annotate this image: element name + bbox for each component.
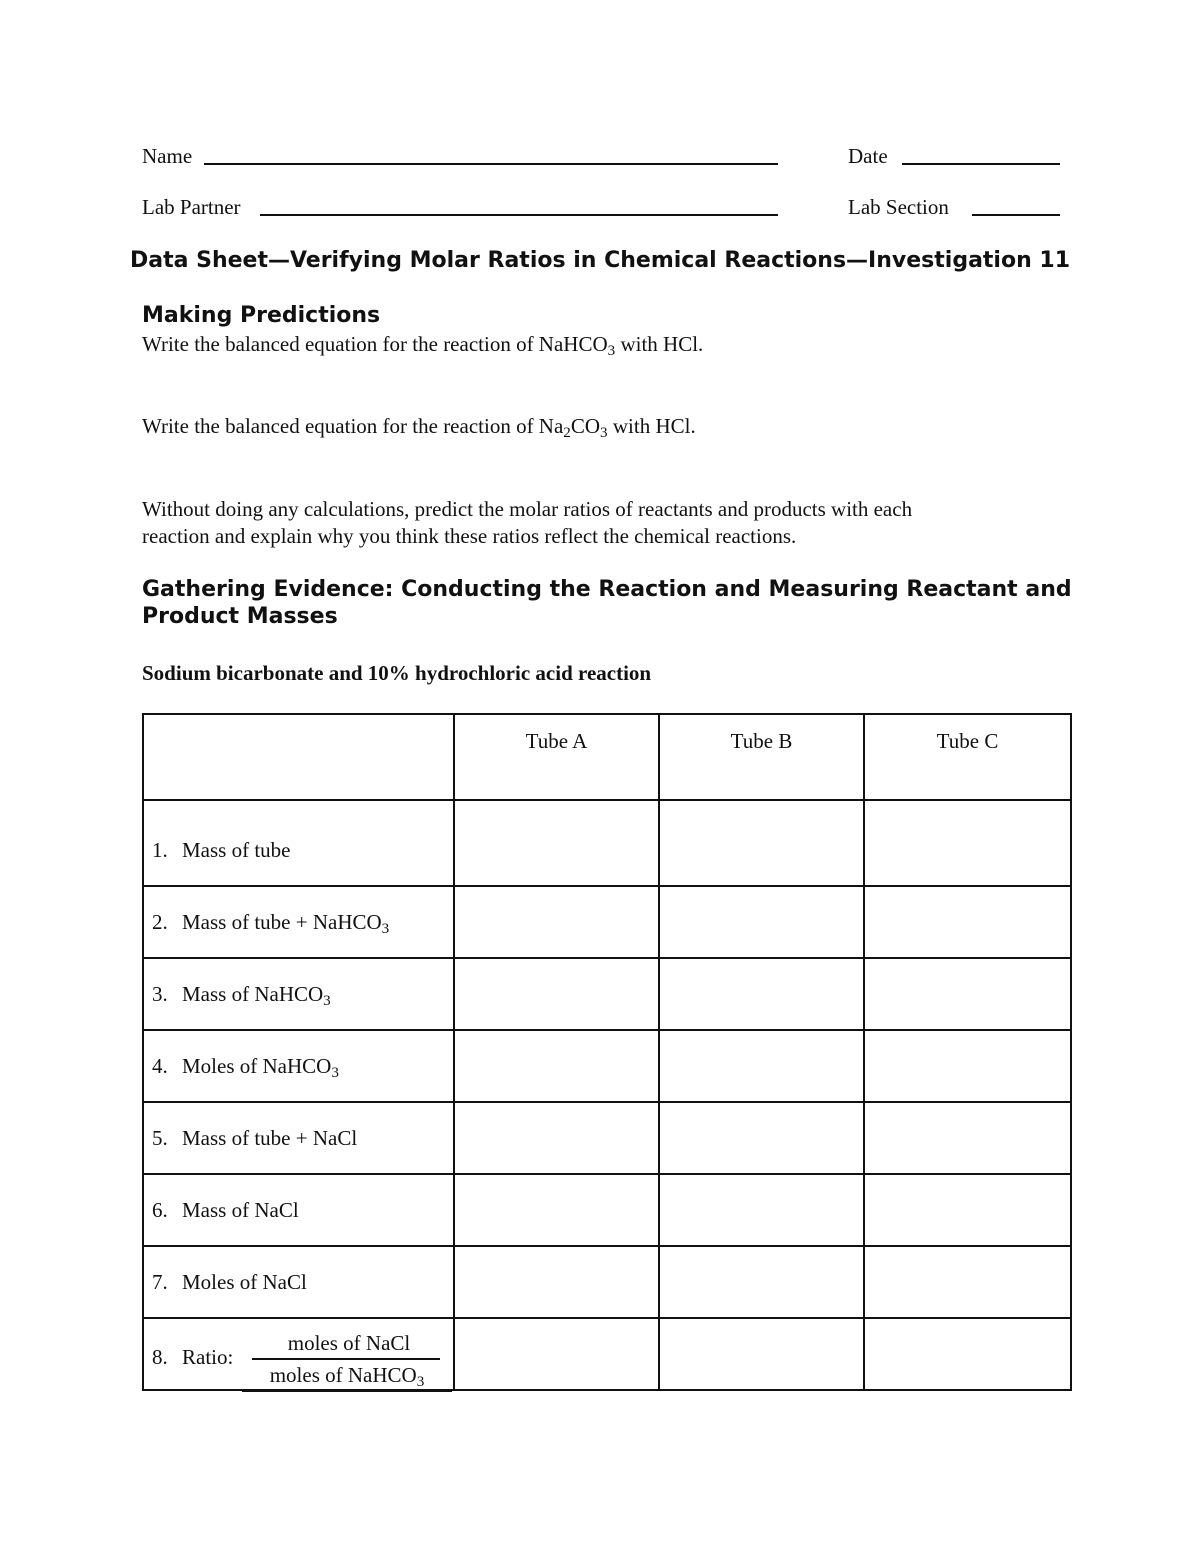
fraction-bar: [252, 1358, 440, 1360]
row-label-moles-nahco3: 4. Moles of NaHCO$_3$: [143, 1030, 454, 1102]
header-cell-empty: [143, 714, 454, 800]
section-heading-predictions: Making Predictions: [142, 303, 381, 328]
column-header-tube-c: Tube C: [864, 714, 1071, 800]
row-label-mass-nacl: 6. Mass of NaCl: [143, 1174, 454, 1246]
name-label: Name: [142, 144, 193, 168]
cell-tube-b[interactable]: [659, 1030, 864, 1102]
cell-tube-a[interactable]: [454, 1174, 659, 1246]
column-header-tube-a: Tube A: [454, 714, 659, 800]
question-na2co3-equation: Write the balanced equation for the reaction of $Na_2CO_3$ with HCl.: [142, 414, 696, 442]
name-field[interactable]: [204, 163, 778, 165]
table-row: [143, 958, 1071, 1030]
question-nahco3-equation: Write the balanced equation for the reaction of NaHCO$_3$ with HCl.: [142, 332, 704, 360]
cell-tube-b[interactable]: [659, 1102, 864, 1174]
table-row: [143, 1246, 1071, 1318]
table-row: [143, 1318, 1071, 1390]
cell-tube-c[interactable]: [864, 1102, 1071, 1174]
lab-partner-label: Lab Partner: [142, 195, 241, 219]
row-label-moles-nacl: 7. Moles of NaCl: [143, 1246, 454, 1318]
cell-tube-c[interactable]: [864, 1030, 1071, 1102]
page-title: Data Sheet—Verifying Molar Ratios in Chemical Reactions—Investigation 11: [129, 248, 1071, 273]
cell-tube-c[interactable]: [864, 800, 1071, 886]
row-label-mass-tube-nahco3: 2. Mass of tube + NaHCO$_3$: [143, 886, 454, 958]
cell-tube-c[interactable]: [864, 886, 1071, 958]
table-row: [143, 886, 1071, 958]
column-header-tube-b: Tube B: [659, 714, 864, 800]
cell-tube-c[interactable]: [864, 1318, 1071, 1390]
cell-tube-b[interactable]: [659, 886, 864, 958]
lab-section-label: Lab Section: [848, 195, 949, 219]
denominator-underline: [242, 1390, 452, 1392]
ratio-label: 8. Ratio:: [152, 1345, 234, 1369]
cell-tube-a[interactable]: [454, 1102, 659, 1174]
cell-tube-b[interactable]: [659, 958, 864, 1030]
cell-tube-b[interactable]: [659, 800, 864, 886]
date-field[interactable]: [902, 163, 1060, 165]
row-label-mass-nahco3: 3. Mass of NaHCO$_3$: [143, 958, 454, 1030]
lab-partner-field[interactable]: [260, 214, 778, 216]
ratio-numerator: moles of NaCl: [287, 1331, 411, 1355]
cell-tube-c[interactable]: [864, 1246, 1071, 1318]
data-table: [142, 713, 1072, 1391]
section-heading-evidence-line2: Product Masses: [142, 604, 338, 629]
row-label-mass-of-tube: 1. Mass of tube: [143, 800, 454, 886]
table-row: [143, 800, 1071, 886]
cell-tube-b[interactable]: [659, 1318, 864, 1390]
table-header-row: [143, 714, 1071, 800]
date-label: Date: [848, 144, 888, 168]
cell-tube-b[interactable]: [659, 1246, 864, 1318]
cell-tube-a[interactable]: [454, 1318, 659, 1390]
section-heading-evidence-line1: Gathering Evidence: Conducting the Reaction and Measuring Reactant and: [142, 577, 1072, 602]
cell-tube-a[interactable]: [454, 886, 659, 958]
question-molar-ratios-line1: Without doing any calculations, predict the molar ratios of reactants and products with each: [142, 497, 913, 521]
question-molar-ratios-line2: reaction and explain why you think these ratios reflect the chemical reactions.: [142, 524, 797, 548]
ratio-denominator: moles of NaHCO$_3$: [269, 1363, 425, 1391]
cell-tube-c[interactable]: [864, 1174, 1071, 1246]
row-label-mass-tube-nacl: 5. Mass of tube + NaCl: [143, 1102, 454, 1174]
cell-tube-a[interactable]: [454, 1030, 659, 1102]
table-subheading: Sodium bicarbonate and 10% hydrochloric acid reaction: [142, 661, 652, 685]
lab-section-field[interactable]: [972, 214, 1060, 216]
cell-tube-c[interactable]: [864, 958, 1071, 1030]
cell-tube-b[interactable]: [659, 1174, 864, 1246]
table-row: [143, 1174, 1071, 1246]
cell-tube-a[interactable]: [454, 1246, 659, 1318]
row-label-ratio: [143, 1318, 454, 1390]
cell-tube-a[interactable]: [454, 800, 659, 886]
table-row: [143, 1030, 1071, 1102]
cell-tube-a[interactable]: [454, 958, 659, 1030]
table-row: [143, 1102, 1071, 1174]
